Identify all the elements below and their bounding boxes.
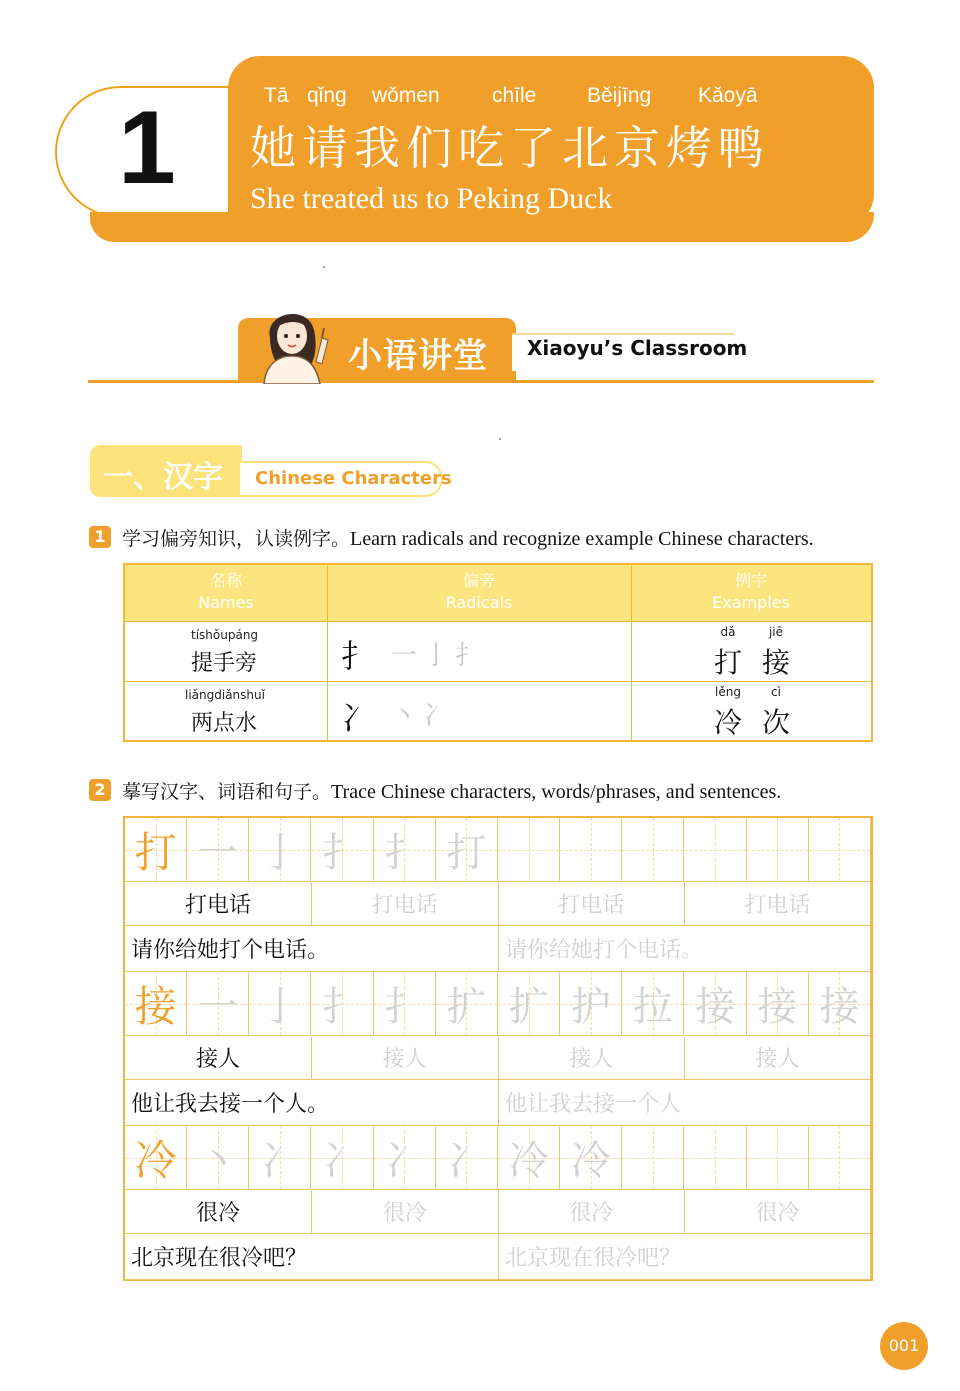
pinyin-word: chīle [492,84,537,107]
instruction-chinese: 摹写汉字、词语和句子。 [122,781,332,803]
tracing-cell [249,972,311,1036]
stroke-order-character: 冷 [508,1138,549,1184]
stroke-order-character: 冫 [322,1138,363,1184]
tracing-cell [685,818,747,882]
tracing-word: 接人 [312,1036,499,1080]
header-radicals [327,570,631,614]
tracing-sentence: 请你给她打个电话。 [499,926,871,972]
example-character: 接 [761,646,790,679]
header-names [125,570,327,614]
model-character-cell [125,972,187,1036]
exercise-number-badge: 2 [89,779,111,801]
pinyin-word: qǐng [307,84,347,107]
tracing-cell [622,1126,684,1190]
tracing-cell [809,1126,871,1190]
stroke-order-character [747,818,808,881]
tracing-word: 打电话 [685,882,871,926]
stroke-order-character: 丶 [197,1138,238,1184]
tracing-cell [312,818,374,882]
section-title-chinese: 一、汉字 [103,460,223,495]
model-word: 打电话 [125,882,312,926]
stroke-order-character: 冫 [259,1138,300,1184]
tracing-cell [622,818,684,882]
exercise-instruction [122,524,814,551]
stroke-order-character: 扌 [384,984,425,1030]
instruction-english: Learn radicals and recognize example Chinese characters. [350,528,814,550]
tracing-cell [747,818,809,882]
model-character: 打 [134,827,177,877]
stroke-order-character [622,1126,683,1189]
header-en: Examples [712,593,790,612]
tracing-cell [374,818,436,882]
stroke-order-character: 冷 [570,1138,611,1184]
tracing-cell [187,972,249,1036]
stroke-order-character: 扌 [322,984,363,1030]
tracing-cell [685,1126,747,1190]
radical: 冫 [341,699,374,737]
pinyin-word: wǒmen [372,84,440,107]
lesson-number: 1 [118,90,176,206]
radical-name: 提手旁 [191,651,258,676]
stroke-order-character: 亅 [259,830,300,876]
pinyin-word: Tā [264,84,289,107]
model-sentence: 他让我去接一个人。 [125,1080,499,1126]
tracing-cell [560,818,622,882]
tracing-cell [560,972,622,1036]
classroom-title-english: Xiaoyu’s Classroom [527,336,748,360]
example-pinyin: lěng [715,685,741,699]
model-word: 接人 [125,1036,312,1080]
tracing-cell [622,972,684,1036]
header-en: Names [198,593,254,612]
tracing-cell [436,818,498,882]
divider [327,565,328,740]
radical-stroke: 扌 [455,641,482,671]
stroke-order-character: 一 [197,984,238,1030]
tracing-word: 接人 [685,1036,871,1080]
stroke-order-character: 扌 [384,830,425,876]
stroke-order-character [685,1126,746,1189]
stroke-order-character: 打 [446,830,487,876]
stroke-order-character [809,1126,870,1189]
lesson-banner-base [90,212,874,242]
tracing-cell [436,1126,498,1190]
radical-name-pinyin: tíshǒupáng [191,628,259,642]
model-sentence: 请你给她打个电话。 [125,926,499,972]
tracing-cell [187,1126,249,1190]
tracing-cell [249,1126,311,1190]
header-cn: 例字 [734,571,767,590]
stroke-order-character: 冫 [384,1138,425,1184]
tracing-word: 打电话 [312,882,499,926]
example-character: 打 [713,646,742,679]
section-title-english: Chinese Characters [255,468,452,489]
divider [125,681,871,682]
model-sentence: 北京现在很冷吧？ [125,1234,499,1280]
radical: 扌 [341,637,374,675]
example-character: 次 [761,706,790,739]
stroke-order-character: 一 [197,830,238,876]
stroke-order-character: 扩 [446,984,487,1030]
tracing-cell [374,972,436,1036]
model-character: 接 [134,981,177,1031]
stroke-order-character: 冫 [446,1138,487,1184]
pinyin-word: Kǎoyā [698,84,758,107]
tracing-cell [809,818,871,882]
tracing-cell [498,1126,560,1190]
stroke-order-character: 接 [819,984,860,1030]
instruction-chinese: 学习偏旁知识，认读例字。 [122,528,351,550]
stroke-order-character: 扩 [508,984,549,1030]
exercise-instruction [122,777,781,804]
header-en: Radicals [445,593,513,612]
radical-stroke: 亅 [423,641,450,671]
divider [125,621,871,622]
header-examples [631,570,871,614]
tracing-word: 很冷 [499,1190,686,1234]
model-character-cell [125,1126,187,1190]
pinyin-word: Běijīng [587,84,652,107]
radicals-table [123,563,873,742]
stroke-order-character: 亅 [259,984,300,1030]
speck [499,438,501,440]
page-number: 001 [880,1322,928,1370]
tracing-word: 接人 [499,1036,686,1080]
tracing-cell [249,818,311,882]
radical-name: 两点水 [191,711,258,736]
example-character: 冷 [713,706,742,739]
radical-name-pinyin: liǎngdiǎnshuǐ [185,688,265,702]
example-pinyin: cì [771,685,781,699]
tracing-cell [498,818,560,882]
lesson-title-chinese: 她请我们吃了北京烤鸭 [250,121,770,175]
tracing-sentence: 他让我去接一个人 [499,1080,871,1126]
stroke-order-character [809,818,870,881]
example-pinyin: dǎ [720,625,736,639]
model-character: 冷 [134,1135,177,1185]
speck [323,266,325,268]
model-character-cell [125,818,187,882]
stroke-order-character: 拉 [632,984,673,1030]
tracing-cell [809,972,871,1036]
tracing-cell [747,972,809,1036]
tracing-cell [312,1126,374,1190]
tracing-grid [123,816,873,1281]
radical-stroke: 丶 [391,701,418,731]
tracing-cell [187,818,249,882]
model-word: 很冷 [125,1190,312,1234]
tracing-cell [374,1126,436,1190]
stroke-order-character [560,818,621,881]
tracing-word: 很冷 [685,1190,871,1234]
radical-stroke: 冫 [423,701,450,731]
header-cn: 名称 [209,571,242,590]
radical-stroke: 一 [391,641,418,671]
tracing-cell [498,972,560,1036]
girl-teacher-icon [250,298,340,384]
classroom-rule [88,380,874,383]
stroke-order-character: 接 [757,984,798,1030]
classroom-title-chinese: 小语讲堂 [348,336,488,376]
header-cn: 偏旁 [462,571,495,590]
stroke-order-character [747,1126,808,1189]
divider [631,565,632,740]
instruction-english: Trace Chinese characters, words/phrases, and sentences. [331,781,782,803]
tracing-cell [436,972,498,1036]
stroke-order-character: 扌 [322,830,363,876]
stroke-order-character [498,818,559,881]
lesson-title-english: She treated us to Peking Duck [250,182,613,215]
stroke-order-character [622,818,683,881]
stroke-order-character: 接 [695,984,736,1030]
tracing-cell [560,1126,622,1190]
stroke-order-character: 护 [570,984,611,1030]
tracing-sentence: 北京现在很冷吧？ [499,1234,871,1280]
tracing-cell [747,1126,809,1190]
tracing-cell [312,972,374,1036]
tracing-cell [685,972,747,1036]
stroke-order-character [685,818,746,881]
tracing-word: 打电话 [499,882,686,926]
tracing-word: 很冷 [312,1190,499,1234]
exercise-number-badge: 1 [89,526,111,548]
example-pinyin: jiē [768,625,784,639]
